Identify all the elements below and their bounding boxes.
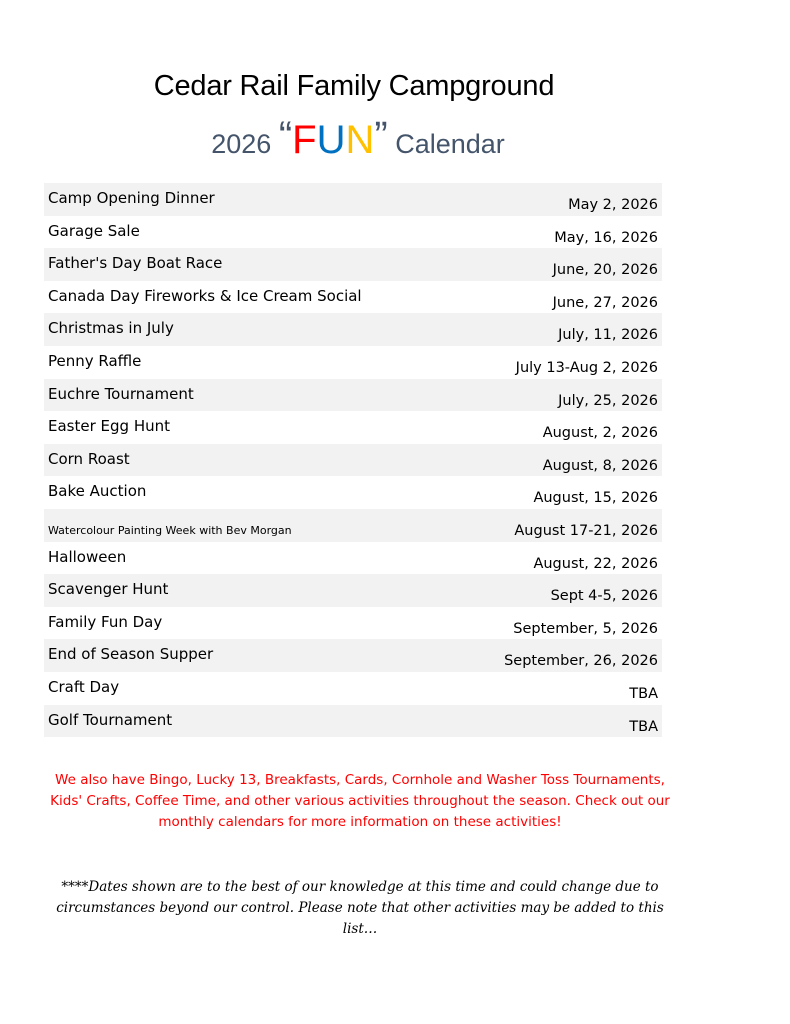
event-date: August, 22, 2026: [533, 555, 658, 572]
event-row: [44, 672, 662, 705]
fun-letter-f: F: [292, 118, 317, 162]
event-date: Sept 4-5, 2026: [550, 588, 658, 605]
subtitle-close-quote: ”: [374, 114, 388, 158]
events-table: [44, 183, 662, 737]
event-row: [44, 705, 662, 738]
event-name: Scavenger Hunt: [48, 580, 169, 599]
event-row: [44, 476, 662, 509]
event-row: [44, 313, 662, 346]
event-row: [44, 639, 662, 672]
event-row: [44, 248, 662, 281]
fun-letter-n: N: [345, 118, 375, 162]
event-row: [44, 542, 662, 575]
event-date: August, 8, 2026: [542, 457, 658, 474]
event-date: June, 27, 2026: [552, 294, 658, 311]
event-date: July 13-Aug 2, 2026: [515, 359, 658, 376]
event-name: Family Fun Day: [48, 612, 163, 631]
event-name: End of Season Supper: [48, 645, 214, 664]
event-name: Corn Roast: [48, 449, 130, 468]
event-name: Penny Raffle: [48, 351, 142, 370]
subtitle-open-quote: “: [278, 114, 293, 158]
event-row: [44, 216, 662, 249]
event-row: [44, 574, 662, 607]
event-name: Euchre Tournament: [48, 384, 194, 403]
event-date: July, 11, 2026: [558, 327, 658, 344]
event-name: Craft Day: [48, 677, 120, 696]
event-row: [44, 183, 662, 216]
page-title: Cedar Rail Family Campground: [153, 70, 555, 102]
event-row: [44, 379, 662, 412]
event-row: [44, 411, 662, 444]
event-name: Watercolour Painting Week with Bev Morgan: [48, 523, 292, 537]
event-date: September, 26, 2026: [504, 653, 658, 670]
event-row: [44, 281, 662, 314]
event-row: [44, 607, 662, 640]
event-date: August, 15, 2026: [533, 490, 658, 507]
event-name: Halloween: [48, 547, 127, 566]
event-name: Golf Tournament: [48, 710, 173, 729]
dates-disclaimer: ****Dates shown are to the best of our knowledge at this time and could change due to circumstances beyond our control. Please note that other activities may be added to this list…: [56, 879, 664, 937]
event-date: July, 25, 2026: [558, 392, 658, 409]
event-row: [44, 509, 662, 542]
event-row: [44, 346, 662, 379]
event-date: August, 2, 2026: [542, 425, 658, 442]
event-name: Bake Auction: [48, 482, 147, 501]
subtitle-calendar-word: Calendar: [395, 129, 505, 159]
event-row: [44, 444, 662, 477]
calendar-subtitle: [0, 114, 716, 163]
event-date: May 2, 2026: [568, 197, 658, 213]
event-date: August 17-21, 2026: [514, 522, 658, 539]
event-name: Christmas in July: [48, 319, 174, 338]
event-date: May, 16, 2026: [554, 229, 658, 246]
subtitle-year: 2026: [211, 129, 272, 159]
event-name: Garage Sale: [48, 221, 140, 240]
activities-note: We also have Bingo, Lucky 13, Breakfasts, Cards, Cornhole and Washer Toss Tournaments, Kids' Crafts, Coffee Time, and other various activities throughout the season. Check out our monthly calendars for more information on these activities!: [50, 772, 670, 830]
event-name: Camp Opening Dinner: [48, 189, 215, 207]
event-date: September, 5, 2026: [513, 620, 658, 637]
event-name: Canada Day Fireworks & Ice Cream Social: [48, 286, 362, 305]
event-name: Easter Egg Hunt: [48, 417, 170, 436]
event-date: June, 20, 2026: [552, 262, 658, 279]
event-date: TBA: [629, 718, 658, 735]
fun-word: [292, 118, 374, 162]
fun-letter-u: U: [316, 118, 346, 162]
event-name: Father's Day Boat Race: [48, 254, 223, 273]
event-date: TBA: [629, 685, 658, 702]
